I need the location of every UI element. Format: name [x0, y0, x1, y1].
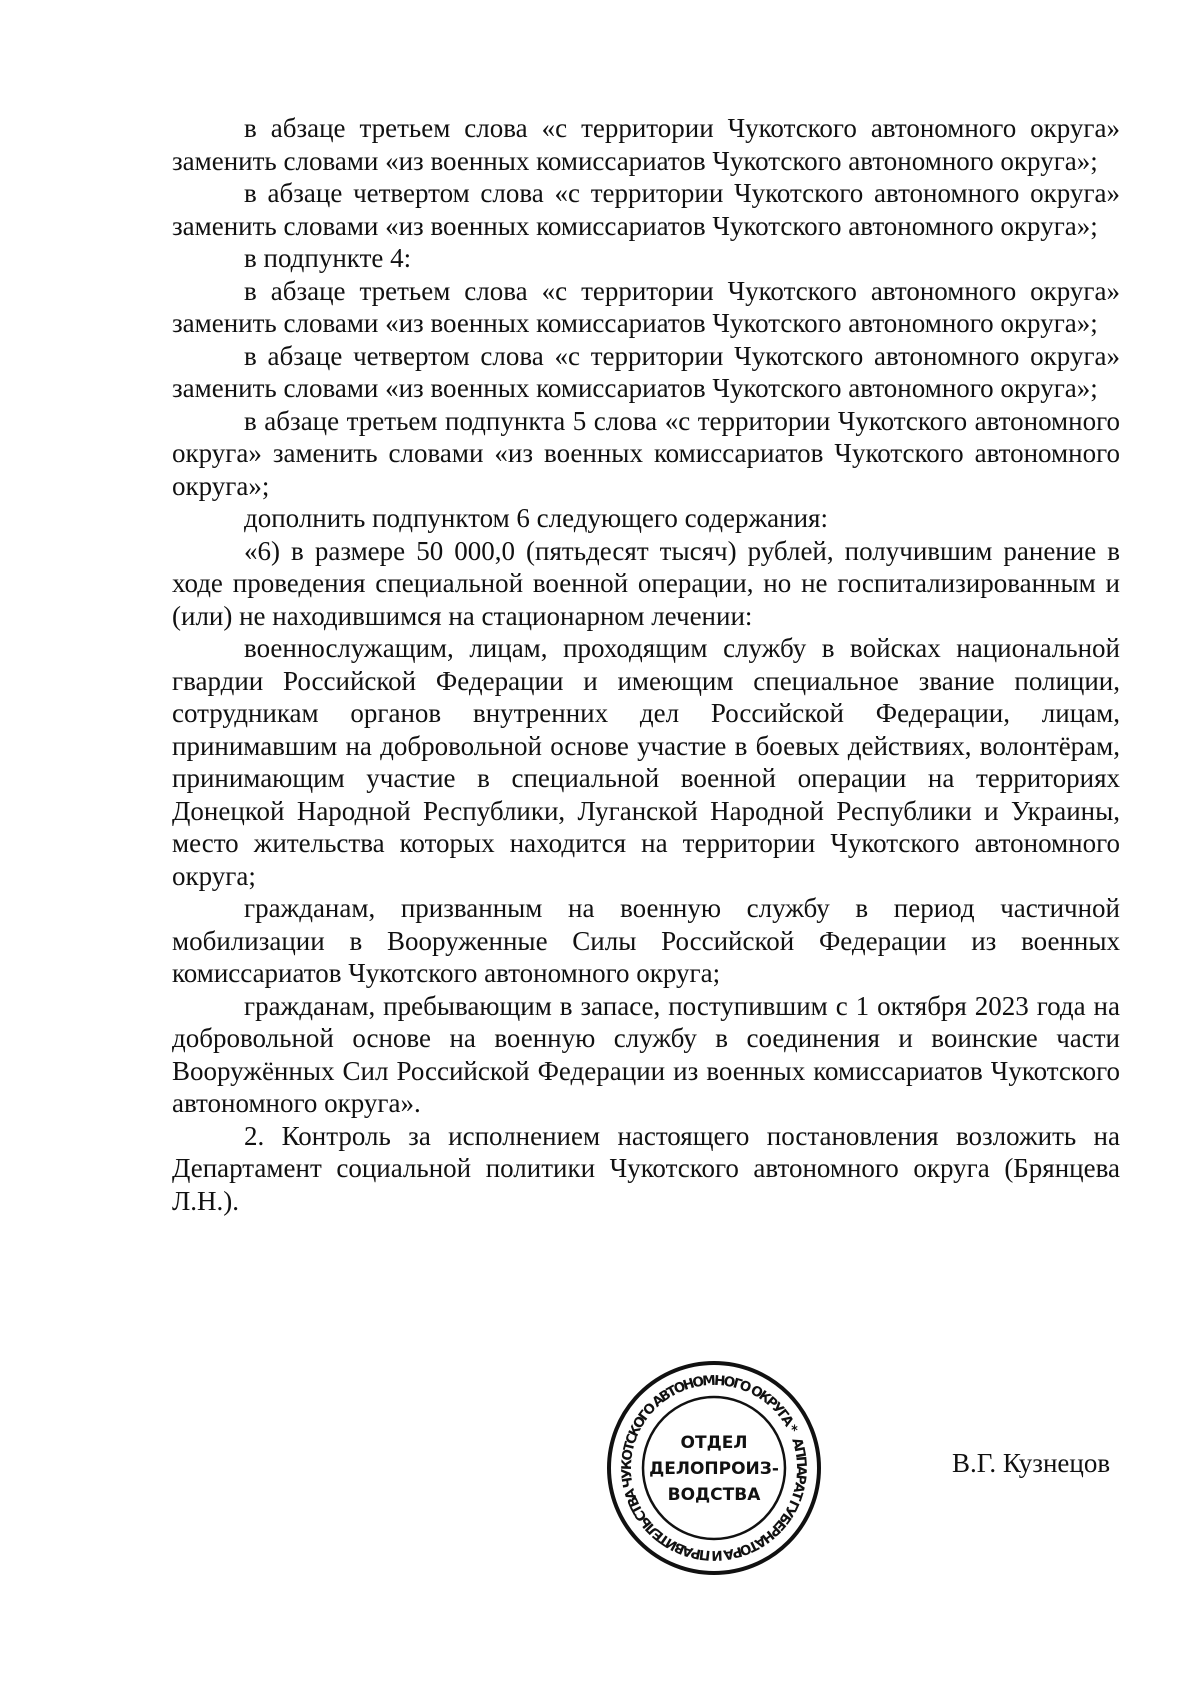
stamp-center-line-1: ОТДЕЛ	[680, 1433, 748, 1453]
official-stamp	[603, 1357, 825, 1579]
paragraph: в подпункте 4:	[244, 243, 412, 273]
paragraph: гражданам, пребывающим в запасе, поступившим с 1 октября 2023 года на добровольной основе на военную службу в соединения и воинские части Вооружённых Сил Российской Федерации из военных комиссариатов Чукотского автономного округа».	[172, 990, 1120, 1118]
paragraph: в абзаце третьем слова «с территории Чукотского автономного округа» заменить словами «из военных комиссариатов Чукотского автономного округа»;	[172, 113, 1120, 176]
stamp-center-line-2: ДЕЛОПРОИЗ-	[649, 1459, 779, 1479]
stamp-center-line-3: ВОДСТВА	[667, 1485, 761, 1505]
paragraph: в абзаце четвертом слова «с территории Чукотского автономного округа» заменить словами «из военных комиссариатов Чукотского автономного округа»;	[172, 178, 1120, 241]
paragraph: дополнить подпунктом 6 следующего содержания:	[244, 503, 828, 533]
paragraph: в абзаце четвертом слова «с территории Чукотского автономного округа» заменить словами «из военных комиссариатов Чукотского автономного округа»;	[172, 340, 1120, 403]
paragraph: гражданам, призванным на военную службу в период частичной мобилизации в Вооруженные Силы Российской Федерации из военных комиссариатов Чукотского автономного округа;	[172, 893, 1120, 988]
paragraph: в абзаце третьем слова «с территории Чукотского автономного округа» заменить словами «из военных комиссариатов Чукотского автономного округа»;	[172, 275, 1120, 338]
paragraph: в абзаце третьем подпункта 5 слова «с территории Чукотского автономного округа» заменить словами «из военных комиссариатов Чукотского автономного округа»;	[172, 405, 1120, 501]
paragraph: 2. Контроль за исполнением настоящего постановления возложить на Департамент социальной политики Чукотского автономного округа (Брянцева Л.Н.).	[172, 1120, 1120, 1216]
document-body	[172, 112, 1120, 1217]
paragraph: военнослужащим, лицам, проходящим службу в войсках национальной гвардии Российской Федерации и имеющим специальное звание полиции, сотрудникам органов внутренних дел Российской Федерации, лицам, принимавшим на добровольной основе участие в боевых действиях, волонтёрам, принимающим участие в специальной военной операции на территориях Донецкой Народной Республики, Луганской Народной Республики и Украины, место жительства которых находится на территории Чукотского автономного округа;	[172, 633, 1120, 891]
paragraph: «6) в размере 50 000,0 (пятьдесят тысяч) рублей, получившим ранение в ходе проведения специальной военной операции, но не госпитализированным и (или) не находившимся на стационарном лечении:	[172, 535, 1120, 631]
stamp-ring-text: АППАРАТ ГУБЕРНАТОРА И ПРАВИТЕЛЬСТВА ЧУКОТСКОГО АВТОНОМНОГО ОКРУГА *	[618, 1372, 810, 1564]
signatory-name: В.Г. Кузнецов	[952, 1448, 1111, 1478]
